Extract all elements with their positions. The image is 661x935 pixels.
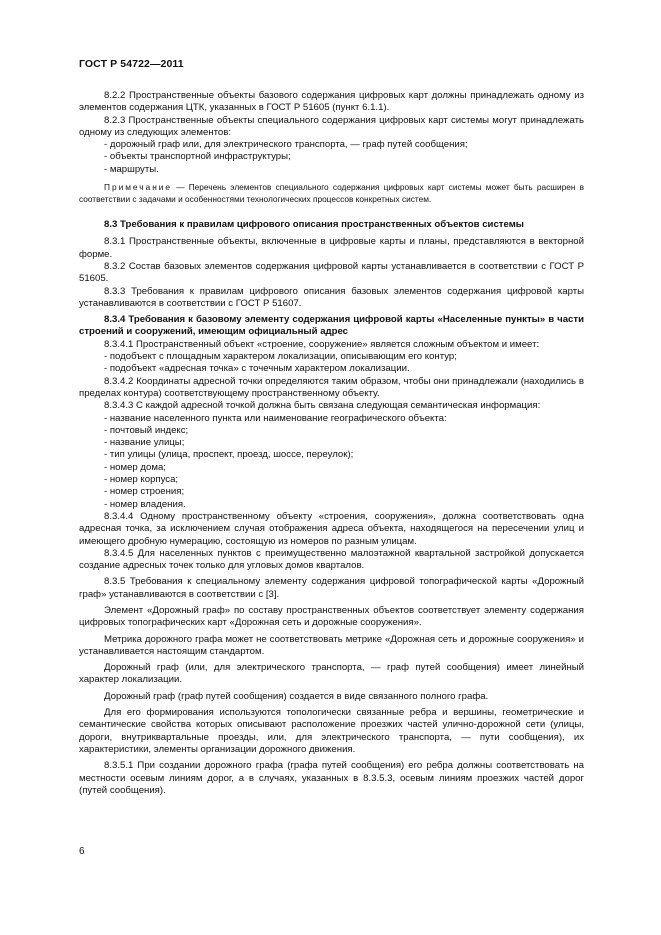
- body-paragraph: 8.3.4.3 С каждой адресной точкой должна быть связана следующая семантическая информация:: [104, 400, 541, 412]
- document-body: [79, 90, 584, 797]
- list-item: - подобъект с площадным характером локализации, описывающим его контур;: [104, 351, 457, 363]
- list-item: - название населенного пункта или наименование географического объекта:: [104, 412, 447, 424]
- body-paragraph: 8.3.5.1 При создании дорожного графа (графа путей сообщения) его ребра должны соответствовать на местности осевым линиям дорог, а в случаях, указанных в 8.3.5.3, осевым линиям проезжих частей дорог (путей сообщения).: [79, 760, 584, 796]
- body-paragraph: 8.3.3 Требования к правилам цифрового описания базовых элементов содержания цифровой карты устанавливаются в соответствии с ГОСТ Р 51607.: [79, 285, 584, 309]
- list-item: - маршруты.: [104, 163, 159, 175]
- list-item: - почтовый индекс;: [104, 424, 189, 436]
- body-paragraph: 8.3.4.4 Одному пространственному объекту «строения, сооружения», должна соответствовать одна адресная точка, за исключением случая отображения адреса объекта, находящегося на пересечении улиц и имеющего дробную нумерацию, состоящую из номеров по разным улицам.: [79, 510, 584, 547]
- subsection-heading: 8.3.4 Требования к базовому элементу содержания цифровой карты «Населенные пункты» в части строений и сооружений, имеющим официальный адрес: [79, 314, 584, 338]
- body-paragraph: Дорожный граф (граф путей сообщения) создается в виде связанного полного графа.: [104, 690, 489, 702]
- note-paragraph: [79, 182, 584, 205]
- body-paragraph: 8.3.5 Требования к специальному элементу содержания цифровой топографической карты «Дорожный граф» устанавливаются в соответствии с [3].: [79, 576, 584, 600]
- section-heading: 8.3 Требования к правилам цифрового описания пространственных объектов системы: [104, 219, 524, 231]
- list-item: - название улицы;: [104, 437, 185, 449]
- list-item: - номер дома;: [104, 461, 166, 473]
- body-paragraph: Элемент «Дорожный граф» по составу пространственных объектов соответствует элементу содержания цифровых топографических карт «Дорожная сеть и дорожные сооружения».: [79, 604, 584, 629]
- document-header: ГОСТ Р 54722—2011: [79, 58, 184, 70]
- body-paragraph: 8.3.2 Состав базовых элементов содержания цифровой карты устанавливается в соответствии с ГОСТ Р 51605.: [79, 260, 584, 285]
- body-paragraph: 8.3.4.2 Координаты адресной точки определяются таким образом, чтобы они принадлежали (находились в пределах контура) соответствующему пространственному объекту.: [79, 375, 584, 399]
- body-paragraph: 8.3.4.1 Пространственный объект «строение, сооружение» является сложным объектом и имеет:: [104, 338, 540, 350]
- body-paragraph: 8.2.3 Пространственные объекты специального содержания цифровых карт системы могут принадлежать одному из следующих элементов:: [79, 114, 584, 138]
- body-paragraph: 8.3.4.5 Для населенных пунктов с преимущественно малоэтажной квартальной застройкой допускается создание адресных точек только для угловых домов кварталов.: [79, 547, 584, 572]
- list-item: - тип улицы (улица, проспект, проезд, шоссе, переулок);: [104, 449, 354, 461]
- body-paragraph: 8.2.2 Пространственные объекты базового содержания цифровых карт должны принадлежать одному из элементов содержания ЦТК, указанных в ГОСТ Р 51605 (пункт 6.1.1).: [79, 90, 584, 114]
- list-item: - номер строения;: [104, 486, 185, 498]
- body-paragraph: Дорожный граф (или, для электрического транспорта, — граф путей сообщения) имеет линейный характер локализации.: [79, 662, 584, 686]
- page-number: 6: [79, 846, 85, 857]
- list-item: - объекты транспортной инфраструктуры;: [104, 151, 291, 163]
- list-item: - подобъект «адресная точка» с точечным характером локализации.: [104, 363, 410, 375]
- note-label: Примечание: [104, 182, 173, 193]
- body-paragraph: 8.3.1 Пространственные объекты, включенные в цифровые карты и планы, представляются в векторной форме.: [79, 236, 584, 260]
- list-item: - номер владения.: [104, 498, 186, 510]
- list-item: - дорожный граф или, для электрического транспорта, — граф путей сообщения;: [104, 139, 468, 151]
- body-paragraph: Для его формирования используются топологически связанные ребра и вершины, геометрические и семантические свойства которых описывают расположение проезжих частей улично-дорожной сети (улицы, дороги, внутриквартальные проезды, или, для электрического транспорта, — пути сообщения), их характеристики, элементы организации дорожного движения.: [79, 707, 584, 755]
- list-item: - номер корпуса;: [104, 474, 179, 486]
- body-paragraph: Метрика дорожного графа может не соответствовать метрике «Дорожная сеть и дорожные сооружения» и устанавливается настоящим стандартом.: [79, 633, 584, 657]
- note-text: — Перечень элементов специального содержания цифровых карт системы может быть расширен в соответствии с задачами и особенностями технологических процессов конкретных систем.: [79, 182, 584, 204]
